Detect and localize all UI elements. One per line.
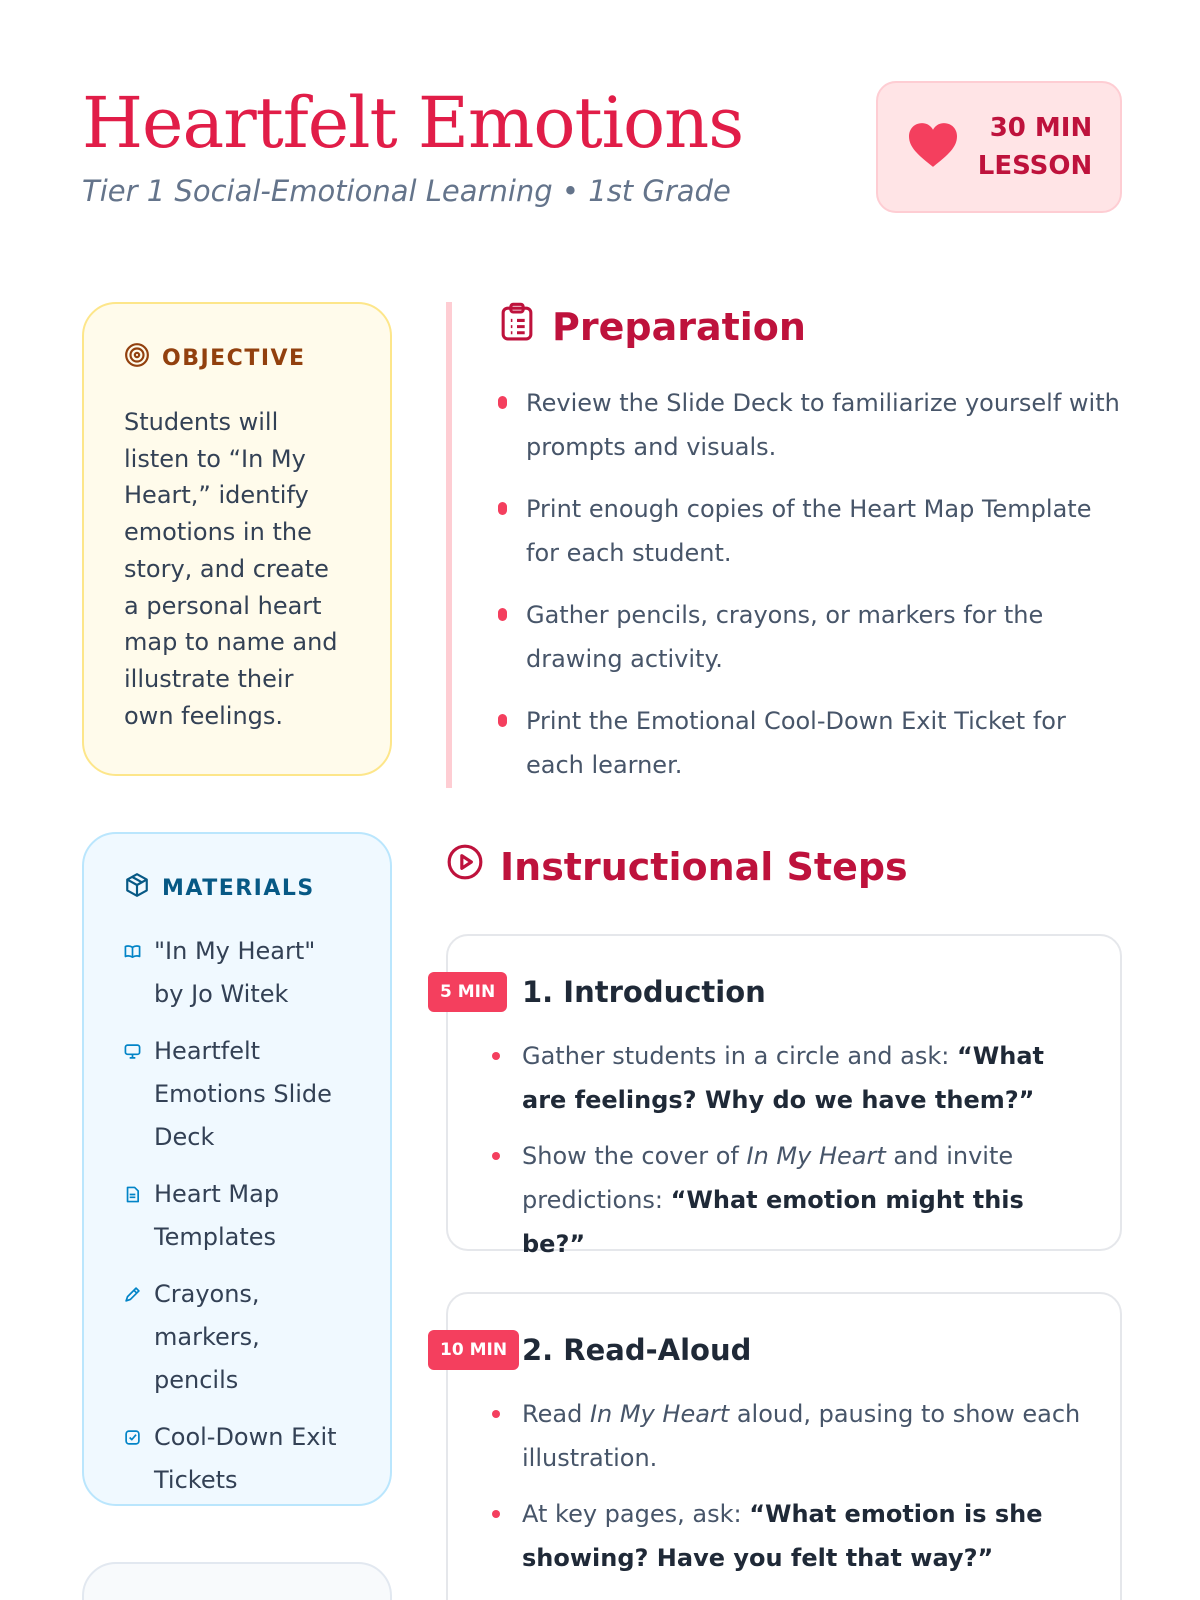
play-circle-icon [446, 842, 484, 891]
page-title: Heartfelt Emotions [82, 82, 744, 164]
badge-duration: 30 MIN [989, 113, 1093, 143]
page-subtitle: Tier 1 Social-Emotional Learning • 1st Grade [82, 174, 731, 208]
material-label: Cool-Down Exit Tickets [154, 1423, 337, 1494]
list-item: At key pages, ask: “What emotion is she showing? Have you felt that way?” [492, 1492, 1084, 1580]
additional-card [82, 1562, 392, 1600]
step-card [440, 1292, 1122, 1600]
preparation-section [446, 302, 1122, 788]
objective-card [82, 302, 392, 776]
presentation-icon [124, 1030, 142, 1073]
time-badge: 5 MIN [428, 972, 507, 1012]
list-item: Print the Emotional Cool-Down Exit Ticket for each learner. [498, 699, 1122, 787]
time-badge: 10 MIN [428, 1330, 519, 1370]
objective-heading: OBJECTIVE [162, 345, 306, 371]
materials-card [82, 832, 392, 1506]
material-label: Crayons, markers, pencils [154, 1280, 260, 1394]
badge-label: LESSON [977, 151, 1093, 181]
steps-title: Instructional Steps [500, 844, 908, 889]
target-icon [124, 342, 150, 374]
material-item [124, 1030, 350, 1159]
steps-heading [446, 842, 908, 891]
step-card [440, 934, 1122, 1258]
list-item: Gather students in a circle and ask: “What are feelings? Why do we have them?” [492, 1034, 1084, 1122]
step-heading: 2. Read-Aloud [522, 1333, 752, 1367]
duration-badge [876, 81, 1122, 213]
heart-icon [906, 121, 960, 173]
list-item: Print enough copies of the Heart Map Template for each student. [498, 487, 1122, 575]
material-label: Heart Map Templates [154, 1180, 280, 1251]
material-label: "In My Heart" by Jo Witek [154, 937, 316, 1008]
book-icon [124, 930, 142, 973]
lesson-header [82, 78, 1122, 228]
material-label: Heartfelt Emotions Slide Deck [154, 1037, 332, 1151]
list-item: Review the Slide Deck to familiarize yourself with prompts and visuals. [498, 381, 1122, 469]
objective-text: Students will listen to “In My Heart,” identify emotions in the story, and create a personal heart map to name and illustrate their own feelings. [124, 408, 338, 730]
clipboard-icon [498, 302, 536, 351]
document-icon [124, 1173, 142, 1216]
materials-heading: MATERIALS [162, 875, 315, 901]
list-item: Gather pencils, crayons, or markers for the drawing activity. [498, 593, 1122, 681]
material-item [124, 1173, 350, 1259]
material-item [124, 1273, 350, 1402]
list-item: Read In My Heart aloud, pausing to show each illustration. [492, 1392, 1084, 1480]
package-icon [124, 872, 150, 904]
step-heading: 1. Introduction [522, 975, 766, 1009]
preparation-title: Preparation [552, 304, 806, 349]
list-item: Show the cover of In My Heart and invite predictions: “What emotion might this be?” [492, 1134, 1084, 1266]
material-item [124, 930, 350, 1016]
material-item [124, 1416, 350, 1502]
checkbox-icon [124, 1416, 142, 1459]
pencil-icon [124, 1273, 142, 1316]
